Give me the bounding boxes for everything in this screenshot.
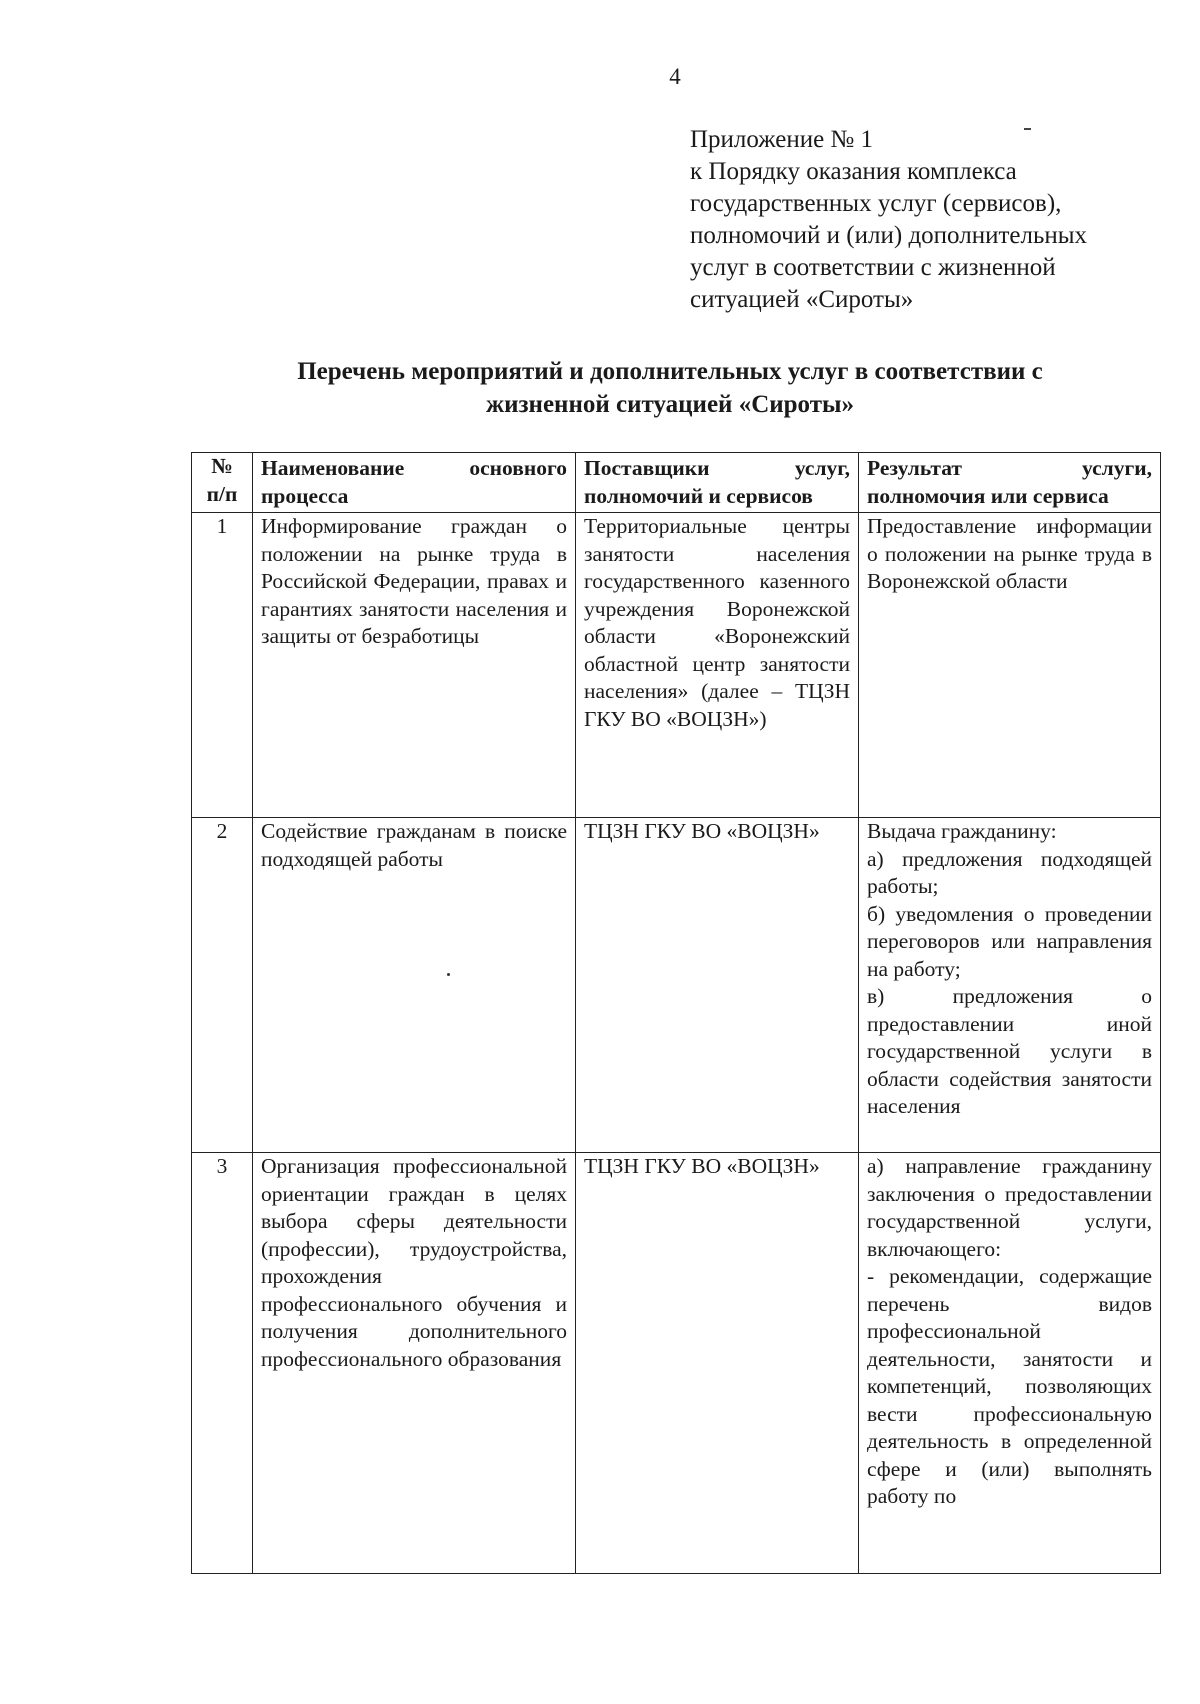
result-line: б) уведомления о проведении переговоров или направления на работу; xyxy=(867,901,1152,981)
table-row xyxy=(192,513,1161,818)
header-num-line-1: № xyxy=(211,454,233,478)
appendix-line: государственных услуг (сервисов), xyxy=(690,190,1062,217)
appendix-line: услуг в соответствии с жизненной xyxy=(690,254,1056,281)
scan-artifact xyxy=(447,973,450,976)
row-result xyxy=(859,1153,1161,1574)
title-line-2: жизненной ситуацией «Сироты» xyxy=(485,391,855,418)
appendix-header xyxy=(690,124,1160,316)
header-process: Наименование основного процесса xyxy=(253,453,576,513)
row-num: 2 xyxy=(192,818,253,1153)
row-result xyxy=(859,818,1161,1153)
result-line: Выдача гражданину: xyxy=(867,819,1057,843)
header-providers: Поставщики услуг, полномочий и сервисов xyxy=(576,453,859,513)
page-number: 4 xyxy=(669,64,681,89)
row-providers: Территориальные центры занятости населения государственного казенного учреждения Воронежской области «Воронежский областной центр занятости населения» (далее – ТЦЗН ГКУ ВО «ВОЦЗН») xyxy=(576,513,859,818)
appendix-line: полномочий и (или) дополнительных xyxy=(690,222,1088,249)
row-process: Организация профессиональной ориентации граждан в целях выбора сферы деятельности (профессии), трудоустройства, прохождения профессионального обучения и получения дополнительного профессионального образования xyxy=(253,1153,576,1574)
table-row xyxy=(192,818,1161,1153)
header-num-line-2: п/п xyxy=(206,481,238,506)
document-title xyxy=(190,355,1150,421)
row-providers: ТЦЗН ГКУ ВО «ВОЦЗН» xyxy=(576,1153,859,1574)
appendix-line: ситуацией «Сироты» xyxy=(690,286,914,313)
row-num: 1 xyxy=(192,513,253,818)
services-table xyxy=(191,452,1161,1574)
result-line: - рекомендации, содержащие перечень видов профессиональной деятельности, занятости и компетенций, позволяющих вести профессиональную деятельность в определенной сфере и (или) выполнять работу по xyxy=(867,1264,1152,1508)
result-line: а) предложения подходящей работы; xyxy=(867,846,1152,898)
appendix-line: к Порядку оказания комплекса xyxy=(690,158,1017,185)
row-process: Содействие гражданам в поиске подходящей работы xyxy=(253,818,576,1153)
result-line: а) направление гражданину заключения о предоставлении государственной услуги, включающего: xyxy=(867,1154,1152,1261)
appendix-line: Приложение № 1 xyxy=(690,126,874,153)
title-line-1: Перечень мероприятий и дополнительных услуг в соответствии с xyxy=(297,358,1043,385)
table-row xyxy=(192,1153,1161,1574)
row-providers: ТЦЗН ГКУ ВО «ВОЦЗН» xyxy=(576,818,859,1153)
result-line: в) предложения о предоставлении иной государственной услуги в области содействия занятости населения xyxy=(867,984,1152,1118)
row-process: Информирование граждан о положении на рынке труда в Российской Федерации, правах и гарантиях занятости населения и защиты от безработицы xyxy=(253,513,576,818)
row-result: Предоставление информации о положении на рынке труда в Воронежской области xyxy=(859,513,1161,818)
row-num: 3 xyxy=(192,1153,253,1574)
table-header-row xyxy=(192,453,1161,513)
header-num xyxy=(192,453,253,513)
header-result: Результат услуги, полномочия или сервиса xyxy=(859,453,1161,513)
